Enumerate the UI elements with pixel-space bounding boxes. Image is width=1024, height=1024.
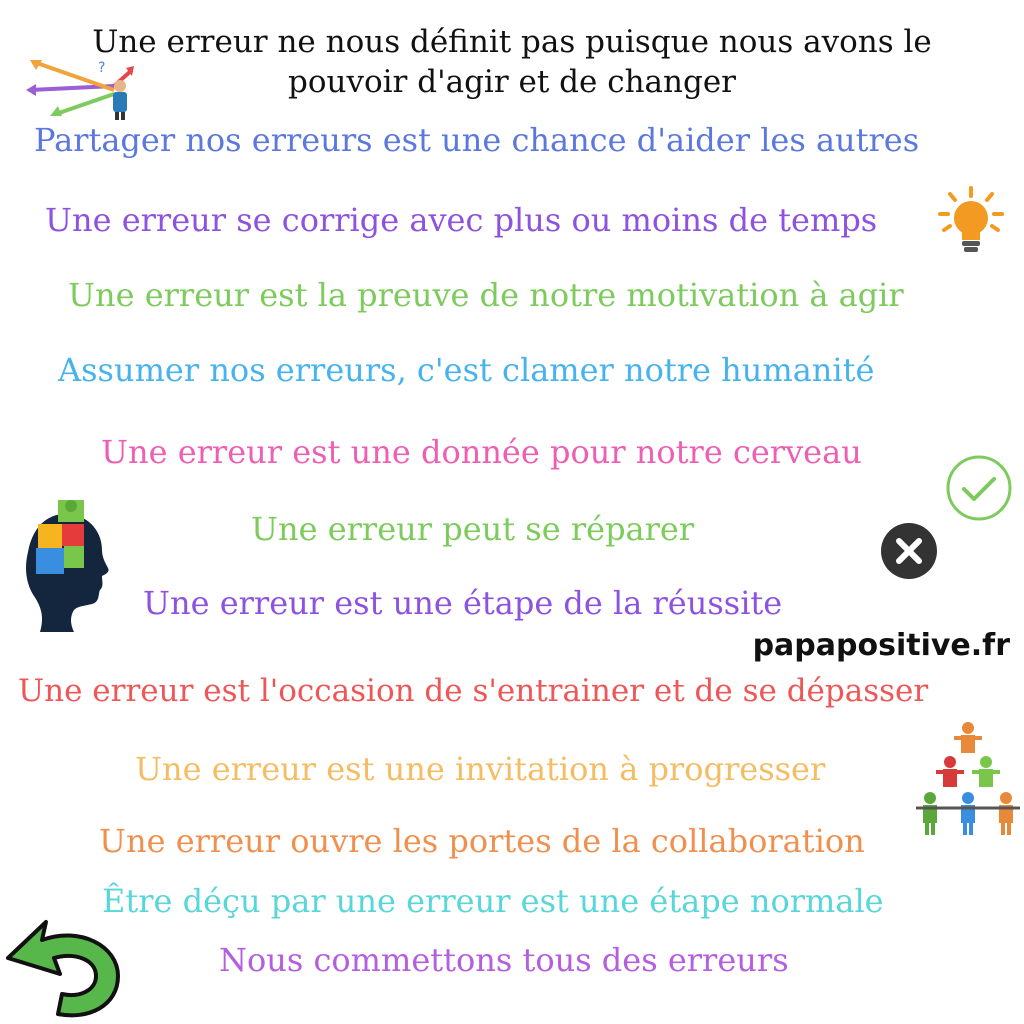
svg-text:?: ? xyxy=(98,60,106,76)
title-line-2: pouvoir d'agir et de changer xyxy=(287,64,736,100)
brand-label: papapositive.fr xyxy=(752,628,1010,663)
puzzle-head-icon xyxy=(22,498,112,634)
statement-7: Une erreur est une étape de la réussite xyxy=(143,584,783,622)
title-line-1: Une erreur ne nous définit pas puisque nous avons le xyxy=(92,24,932,60)
cross-circle-icon xyxy=(880,522,938,580)
statement-11: Être déçu par une erreur est une étape normale xyxy=(102,882,884,920)
statement-3: Une erreur est la preuve de notre motivation à agir xyxy=(68,276,904,314)
statement-9: Une erreur est une invitation à progresser xyxy=(135,750,826,788)
statement-10: Une erreur ouvre les portes de la collaboration xyxy=(99,822,865,860)
check-circle-icon xyxy=(944,455,1014,521)
statement-6: Une erreur peut se réparer xyxy=(251,510,695,548)
statement-4: Assumer nos erreurs, c'est clamer notre humanité xyxy=(58,351,875,389)
page-title xyxy=(0,22,1024,102)
lightbulb-icon xyxy=(938,186,1004,256)
statement-2: Une erreur se corrige avec plus ou moins de temps xyxy=(45,201,878,239)
undo-arrow-icon xyxy=(2,918,124,1022)
people-pyramid-icon xyxy=(914,720,1022,838)
statement-12: Nous commettons tous des erreurs xyxy=(219,941,789,979)
statement-8: Une erreur est l'occasion de s'entrainer et de se dépasser xyxy=(18,673,929,709)
statement-1: Partager nos erreurs est une chance d'aider les autres xyxy=(34,121,920,159)
statement-5: Une erreur est une donnée pour notre cerveau xyxy=(101,433,862,471)
arrows-person-icon xyxy=(22,56,140,122)
